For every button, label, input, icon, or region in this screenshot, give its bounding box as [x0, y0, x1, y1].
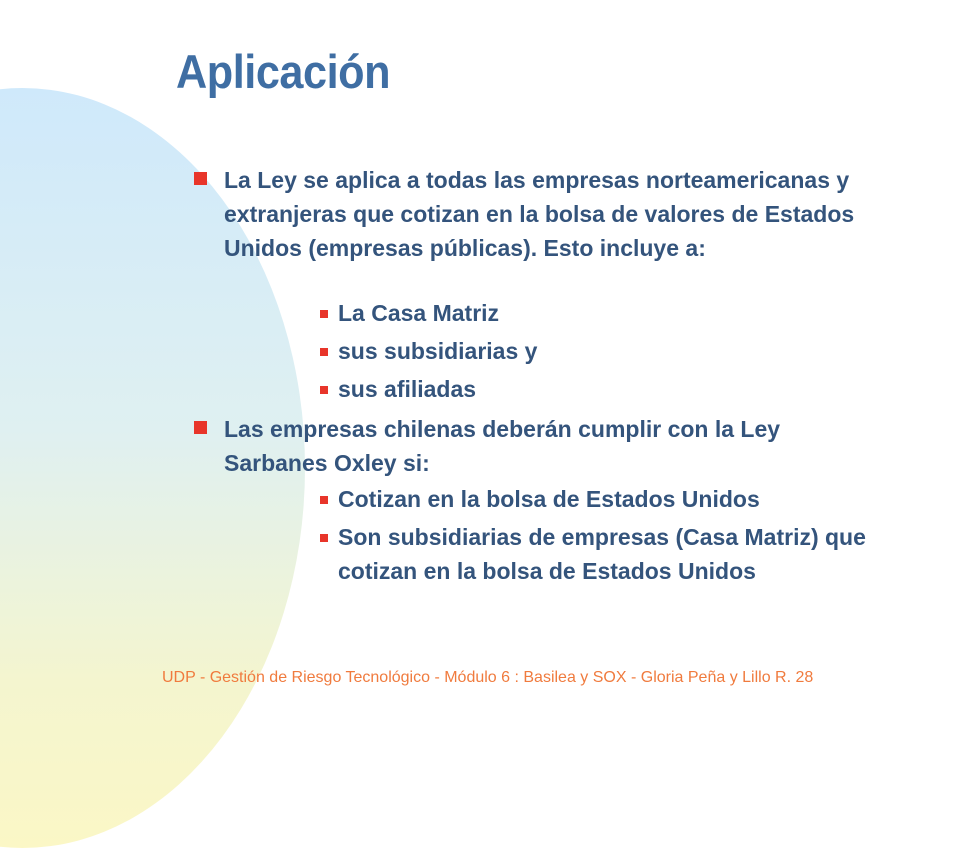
- sub-bullet-item-5: [338, 520, 908, 588]
- bullet-text: La Ley se aplica a todas las empresas norteamericanas y extranjeras que cotizan en la bolsa de valores de Estados Unidos (empresas públicas). Esto incluye a:: [224, 167, 855, 261]
- small-square-bullet-icon: [320, 348, 328, 356]
- bullet-text: sus subsidiarias y: [338, 338, 538, 364]
- bullet-item-2: [224, 412, 864, 480]
- bullet-text: La Casa Matriz: [338, 300, 500, 326]
- small-square-bullet-icon: [320, 534, 328, 542]
- bullet-text: Las empresas chilenas deberán cumplir con la Ley Sarbanes Oxley si:: [224, 416, 781, 476]
- square-bullet-icon: [194, 421, 207, 434]
- bullet-text: Son subsidiarias de empresas (Casa Matriz) que cotizan en la bolsa de Estados Unidos: [338, 524, 866, 584]
- square-bullet-icon: [194, 172, 207, 185]
- sub-bullet-item-1: [338, 296, 908, 330]
- sub-bullet-item-3: [338, 372, 908, 406]
- sub-bullet-item-4: [338, 482, 908, 516]
- slide-title: Aplicación: [176, 45, 391, 98]
- sub-bullet-item-2: [338, 334, 908, 368]
- small-square-bullet-icon: [320, 496, 328, 504]
- bullet-text: Cotizan en la bolsa de Estados Unidos: [338, 486, 760, 512]
- bullet-item-1: [224, 163, 864, 265]
- small-square-bullet-icon: [320, 386, 328, 394]
- slide-footer: UDP - Gestión de Riesgo Tecnológico - Módulo 6 : Basilea y SOX - Gloria Peña y Lillo R. 28: [162, 669, 814, 686]
- bullet-text: sus afiliadas: [338, 376, 477, 402]
- small-square-bullet-icon: [320, 310, 328, 318]
